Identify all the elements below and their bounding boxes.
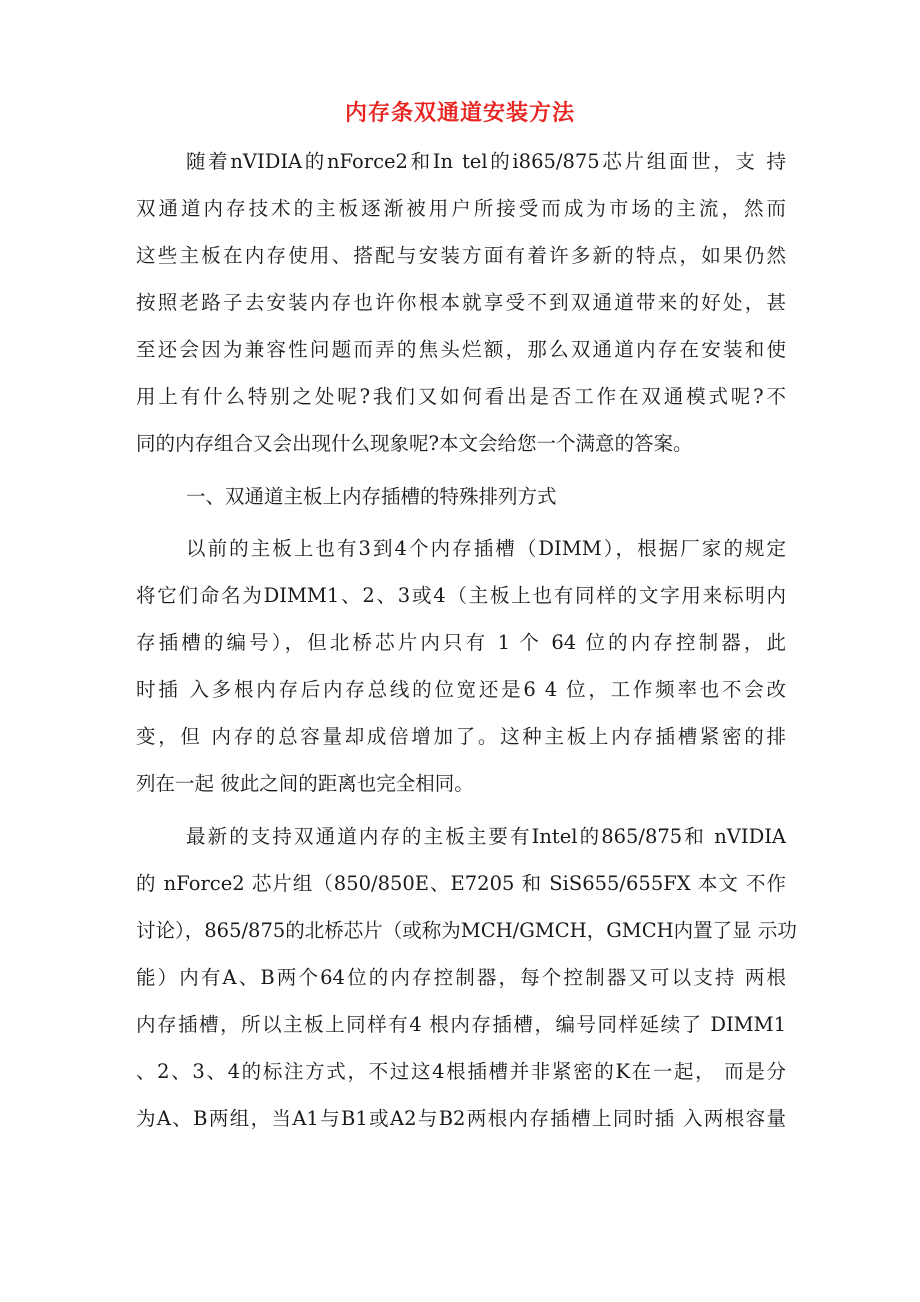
paragraph-3-line-2: 的 nForce2 芯片组（850/850E、E7205 和 SiS655/655FX 本文 不作 [136,872,786,895]
section-heading: 一、双通道主板上内存插槽的特殊排列方式 [186,485,557,508]
paragraph-2-line-5: 变，但 内存的总容量却成倍增加了。这种主板上内存插槽紧密的排 [136,725,786,748]
paragraph-2-line-2: 将它们命名为DIMM1、2、3或4（主板上也有同样的文字用来标明内 [136,584,786,607]
paragraph-1-line-7: 同的内存组合又会出现什么现象呢?本文会给您一个满意的答案。 [136,432,693,455]
paragraph-1-line-6: 用上有什么特别之处呢?我们又如何看出是否工作在双通模式呢?不 [136,385,786,408]
paragraph-1-line-2: 双通道内存技术的主板逐渐被用户所接受而成为市场的主流，然而 [136,197,786,220]
paragraph-3-line-1: 最新的支持双通道内存的主板主要有Intel的865/875和 nVIDIA [186,825,786,848]
paragraph-2-line-4: 时插 入多根内存后内存总线的位宽还是6 4 位，工作频率也不会改 [136,678,786,701]
paragraph-1-line-5: 至还会因为兼容性问题而弄的焦头烂额，那么双通道内存在安装和使 [136,338,786,361]
page-title: 内存条双通道安装方法 [344,101,575,126]
paragraph-3-line-4: 能）内有A、B两个64位的内存控制器，每个控制器又可以支持 两根 [136,966,786,989]
paragraph-1-line-1: 随着nVIDIA的nForce2和In tel的i865/875芯片组面世，支 持 [186,150,786,173]
paragraph-2-line-6: 列在一起 彼此之间的距离也完全相同。 [136,772,474,795]
paragraph-3-line-5: 内存插槽，所以主板上同样有4 根内存插槽，编号同样延续了 DIMM1 [136,1013,786,1036]
paragraph-2-line-3: 存插槽的编号），但北桥芯片内只有 1 个 64 位的内存控制器，此 [136,631,786,654]
paragraph-3-line-6: 、2、3、4的标注方式，不过这4根插槽并非紧密的K在一起， 而是分 [136,1060,786,1083]
paragraph-1-line-4: 按照老路子去安装内存也许你根本就享受不到双通道带来的好处，甚 [136,291,786,314]
paragraph-3-line-7: 为A、B两组，当A1与B1或A2与B2两根内存插槽上同时插 入两根容量 [136,1107,786,1130]
paragraph-3-line-3: 讨论），865/875的北桥芯片（或称为MCH/GMCH，GMCH内置了显 示功 [136,919,797,942]
paragraph-1-line-3: 这些主板在内存使用、搭配与安装方面有着许多新的特点，如果仍然 [136,244,786,267]
paragraph-2-line-1: 以前的主板上也有3到4个内存插槽（DIMM），根据厂家的规定 [186,537,786,560]
